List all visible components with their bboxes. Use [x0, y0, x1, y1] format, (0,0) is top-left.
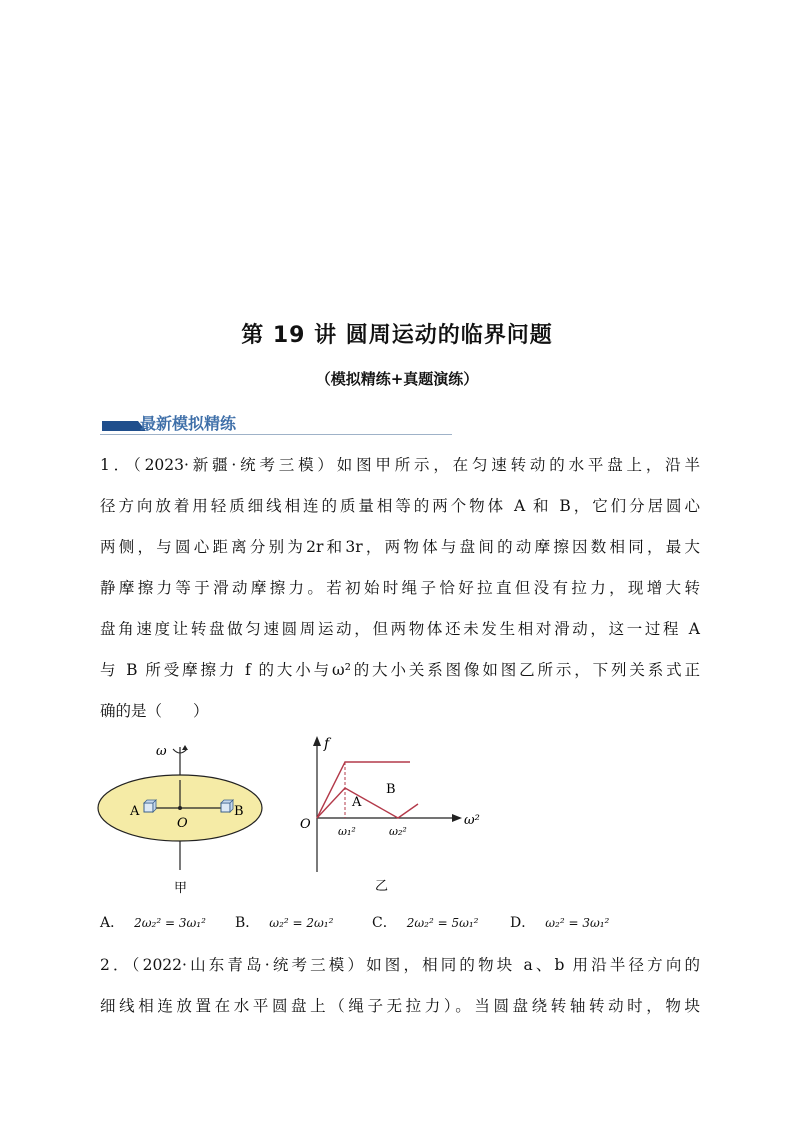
tick-omega1: ω₁²: [338, 825, 356, 838]
section-header: [100, 410, 452, 435]
x-axis-arrow-icon: [452, 814, 462, 822]
page-title: 第 19 讲 圆周运动的临界问题: [241, 323, 553, 348]
curve-b-label: B: [386, 782, 396, 797]
option-a[interactable]: [100, 912, 206, 932]
q1-options: [100, 912, 720, 934]
tick-omega2: ω₂²: [389, 825, 407, 838]
rotation-arrowhead-icon: [182, 745, 188, 750]
q1-line-4: 静摩擦力等于滑动摩擦力。若初始时绳子恰好拉直但没有拉力，现增大转: [100, 579, 700, 597]
center-dot: [178, 806, 182, 810]
axis-f-label: f: [324, 736, 330, 752]
option-c-letter: C．: [372, 915, 397, 931]
option-a-letter: A．: [100, 915, 125, 931]
figure-graph: [290, 732, 490, 902]
axis-o-label: O: [300, 817, 311, 832]
y-axis-arrow-icon: [313, 736, 321, 746]
curve-b: [317, 762, 410, 818]
curve-a: [317, 788, 418, 818]
option-b-expr: ω₂² = 2ω₁²: [269, 916, 334, 930]
section-bar-icon: [102, 421, 138, 431]
q1-line-2: 径方向放着用轻质细线相连的质量相等的两个物体 A 和 B，它们分居圆心: [100, 497, 700, 515]
label-o: O: [177, 816, 188, 831]
section-label: 最新模拟精练: [140, 414, 237, 433]
q1-line-7: 确的是（ ）: [100, 702, 209, 720]
figure-disk: [90, 735, 280, 900]
caption-yi: 乙: [375, 879, 389, 894]
option-d-letter: D．: [510, 915, 536, 931]
q2-line-1: 2．（2022·山东青岛·统考三模）如图，相同的物块 a、b 用沿半径方向的: [100, 956, 700, 974]
q1-line-5: 盘角速度让转盘做匀速圆周运动，但两物体还未发生相对滑动，这一过程 A: [100, 620, 700, 638]
omega-label: ω: [156, 744, 167, 759]
option-b[interactable]: [235, 912, 333, 932]
option-a-expr: 2ω₂² = 3ω₁²: [134, 916, 206, 930]
option-c[interactable]: [372, 912, 478, 932]
curve-a-label: A: [352, 795, 362, 810]
q1-line-1: 1．（2023·新疆·统考三模）如图甲所示，在匀速转动的水平盘上，沿半: [100, 456, 700, 474]
option-b-letter: B．: [235, 915, 260, 931]
block-b: [221, 803, 230, 812]
option-d-expr: ω₂² = 3ω₁²: [545, 916, 610, 930]
option-d[interactable]: [510, 912, 609, 932]
option-c-expr: 2ω₂² = 5ω₁²: [406, 916, 479, 930]
q1-line-3: 两侧，与圆心距离分别为2r和3r，两物体与盘间的动摩擦因数相同，最大: [100, 538, 700, 556]
page-subtitle: （模拟精练+真题演练）: [315, 370, 479, 388]
block-a: [144, 803, 153, 812]
caption-jia: 甲: [174, 881, 188, 896]
label-a: A: [130, 804, 140, 819]
q2-line-2: 细线相连放置在水平圆盘上（绳子无拉力）。当圆盘绕转轴转动时，物块: [100, 997, 700, 1015]
axis-omega2-label: ω²: [464, 813, 480, 828]
q1-line-6: 与 B 所受摩擦力 f 的大小与ω²的大小关系图像如图乙所示，下列关系式正: [100, 661, 700, 679]
label-b: B: [234, 804, 244, 819]
